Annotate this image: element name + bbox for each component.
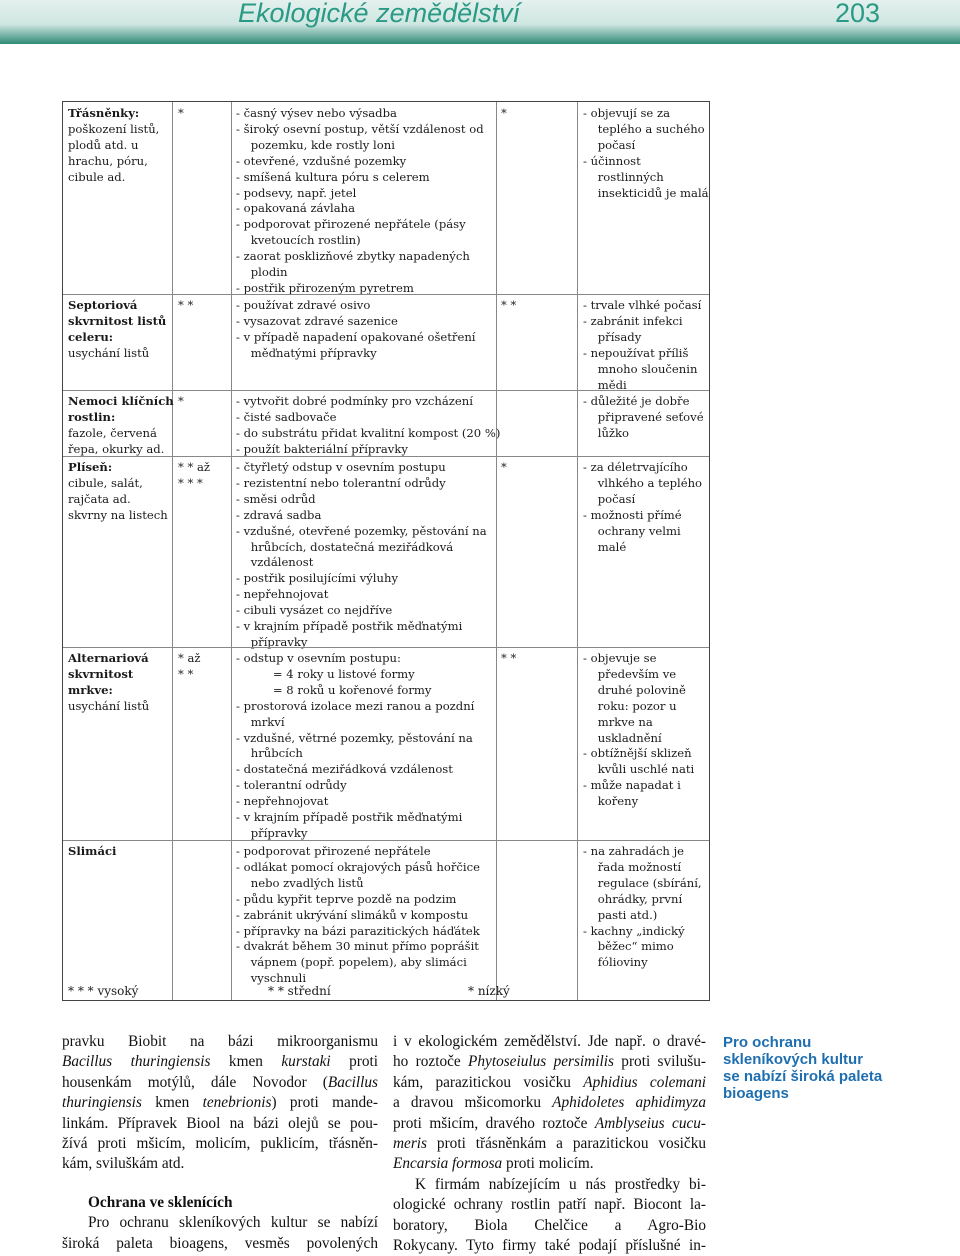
cell-line: * [178, 394, 184, 408]
cell-line: roku: pozor u [583, 698, 677, 713]
cell-line: - zabránit infekci [583, 313, 683, 328]
text-line: K firmám nabízejícím u nás prostředky bi- [415, 1175, 706, 1193]
cell-line: mrkve na [583, 714, 653, 729]
cell-line: * * [501, 298, 517, 312]
cell-line: lůžko [583, 425, 630, 440]
risk-cell [178, 298, 234, 314]
table-row [63, 294, 709, 390]
risk2-cell [501, 651, 579, 667]
cell-line: připravené seťové [583, 409, 704, 424]
risk2-cell [501, 460, 579, 476]
cell-line: - tolerantní odrůdy [236, 778, 347, 793]
cell-line: - na zahradách je [583, 844, 685, 858]
cell-line: uskladnění [583, 730, 662, 745]
cell-line: usychání listů [68, 345, 150, 360]
cell-line: počasí [583, 491, 636, 506]
cell-line: - přípravky na bázi parazitických háďátek [236, 923, 480, 938]
risk2-cell [501, 106, 579, 122]
risk-cell [178, 460, 234, 492]
legend-high: * * * vysoký [68, 984, 139, 998]
running-title: Ekologické zemědělství [238, 0, 521, 28]
cell-line: * * [178, 666, 194, 681]
cell-line: - do substrátu přidat kvalitní kompost (20 %) [236, 425, 501, 440]
cell-line: plodin [236, 265, 288, 280]
cell-line: * * * [178, 475, 203, 490]
cell-line: * * až [178, 460, 210, 474]
cell-line: - trvale vlhké počasí [583, 298, 702, 312]
pest-cell [68, 106, 172, 186]
cell-line: pozemku, kde rostly loni [236, 137, 395, 152]
cell-line: kvůli uschlé nati [583, 762, 695, 777]
cell-line: - čisté sadbovače [236, 409, 337, 424]
notes-cell [583, 844, 707, 971]
cell-line: - podporovat přirozené nepřátele [236, 844, 431, 858]
cell-line: * [501, 460, 507, 474]
cell-line: * až [178, 651, 201, 665]
cell-line: řepa, okurky ad. [68, 441, 165, 456]
text-line: linkám. Přípravek Biool na bázi olejů se pou- [62, 1114, 378, 1132]
cell-line: - nepřehnojovat [236, 794, 329, 809]
measures-cell [236, 844, 496, 987]
cell-line: - důležité je dobře [583, 394, 690, 408]
cell-line: - možnosti přímé [583, 507, 682, 522]
cell-line: pasti atd.) [583, 907, 658, 922]
text-line: i v ekologickém zemědělství. Jde např. o dravé- [393, 1033, 706, 1050]
body-column-2 [393, 1032, 706, 1256]
text-line: boratory, Biola Chelčice a Agro-Bio [393, 1216, 706, 1234]
legend-low: * nízký [468, 984, 510, 998]
cell-line: fazole, červená [68, 425, 157, 440]
side-note-line: se nabízí široká paleta [723, 1068, 883, 1085]
cell-line: běžec“ mimo [583, 939, 674, 954]
cell-line: druhé polovině [583, 682, 686, 697]
cell-line: - opakovaná závlaha [236, 201, 356, 216]
text-line: široká paleta bioagens, vesměs povolených [62, 1234, 378, 1252]
cell-line: rajčata ad. [68, 491, 131, 506]
cell-line: vlhkého a teplého [583, 475, 703, 490]
body-column-1 [62, 1032, 378, 1254]
cell-line: mnoho sloučenin [583, 361, 698, 376]
measures-cell [236, 298, 496, 362]
risk-cell [178, 106, 234, 122]
text-line: Bacillus thuringiensis kmen kurstaki proti [62, 1053, 379, 1071]
cell-line: počasí [583, 137, 636, 152]
cell-line: především ve [583, 666, 677, 681]
cell-line: řada možností [583, 859, 682, 874]
cell-line: celeru: [68, 329, 114, 344]
cell-line: - podsevy, např. jetel [236, 185, 357, 200]
cell-line: poškození listů, [68, 121, 160, 136]
text-line: pravku Biobit na bázi mikroorganismu [62, 1033, 378, 1050]
cell-line: - nepřehnojovat [236, 587, 329, 602]
side-note [723, 1034, 923, 1102]
cell-line: mrkve: [68, 682, 113, 697]
measures-cell [236, 394, 501, 458]
pest-cell [68, 651, 172, 715]
text-line: housenkám motýlů, dále Novodor (Bacillus [62, 1073, 378, 1091]
text-line: kám, parazitickou vosičku Aphidius colemani [393, 1073, 706, 1091]
pest-cell [68, 394, 172, 458]
risk2-cell [501, 298, 579, 314]
cell-line: - podporovat přirozené nepřátele (pásy [236, 217, 466, 232]
cell-line: insekticidů je malá [583, 185, 709, 200]
cell-line: - účinnost [583, 153, 641, 168]
cell-line: - postřik posilujícími výluhy [236, 571, 398, 586]
cell-line: - vytvořit dobré podmínky pro vzcházení [236, 394, 473, 408]
cell-line: Alternariová [68, 651, 149, 665]
cell-line: - dostatečná meziřádková vzdálenost [236, 762, 453, 777]
cell-line: měďnatými přípravky [236, 345, 377, 360]
table-row [63, 647, 709, 840]
cell-line: - v krajním případě postřik měďnatými [236, 810, 463, 825]
cell-line: hrůbcích [236, 746, 303, 761]
text-line: thuringiensis kmen tenebrionis) proti mande- [62, 1094, 378, 1112]
cell-line: - použít bakteriální přípravky [236, 441, 408, 456]
cell-line: - objevují se za [583, 106, 670, 120]
table-row [63, 840, 709, 1000]
cell-line: - dvakrát během 30 minut přímo poprášit [236, 939, 479, 954]
cell-line: kvetoucích rostlin) [236, 233, 361, 248]
notes-cell [583, 298, 707, 393]
text-line: Pro ochranu skleníkových kultur se nabízí [88, 1214, 378, 1232]
cell-line: - objevuje se [583, 651, 657, 665]
table-row [63, 390, 709, 456]
cell-line: - nepoužívat příliš [583, 345, 689, 360]
cell-line: hrachu, póru, [68, 153, 148, 168]
page-header [0, 0, 960, 44]
cell-line: - široký osevní postup, větší vzdálenost od [236, 121, 484, 136]
cell-line: - používat zdravé osivo [236, 298, 371, 312]
cell-line: - v krajním případě postřik měďnatými [236, 619, 463, 634]
cell-line: vyschnuli [236, 971, 307, 986]
table-row [63, 102, 709, 294]
side-note-line: Pro ochranu [723, 1034, 812, 1051]
cell-line: kořeny [583, 794, 639, 809]
pest-cell [68, 844, 172, 860]
text-line: ho roztoče Phytoseiulus persimilis proti svilušu- [393, 1053, 707, 1071]
cell-line: * * [501, 651, 517, 665]
text-line: meris proti třásněnkám a parazitickou vosičku [393, 1134, 706, 1152]
cell-line: Slimáci [68, 844, 117, 858]
pest-cell [68, 298, 172, 362]
cell-line: - může napadat i [583, 778, 681, 793]
cell-line: rostlinných [583, 169, 664, 184]
pest-cell [68, 460, 172, 524]
notes-cell [583, 106, 707, 201]
cell-line: - postřik přirozeným pyretrem [236, 280, 414, 295]
text-line: Encarsia formosa proti molicím. [393, 1155, 594, 1173]
side-note-line: skleníkových kultur [723, 1051, 864, 1068]
cell-line: - odstup v osevním postupu: [236, 651, 401, 665]
cell-line: * * [178, 298, 194, 312]
cell-line: mědi [583, 377, 627, 392]
cell-line: malé [583, 539, 627, 554]
cell-line: - vzdušné, větrné pozemky, pěstování na [236, 730, 473, 745]
cell-line: ochrany velmi [583, 523, 681, 538]
cell-line: - zaorat posklizňové zbytky napadených [236, 249, 470, 264]
measures-cell [236, 106, 496, 297]
cell-line: - časný výsev nebo výsadba [236, 106, 397, 120]
cell-line: skvrnitost listů [68, 313, 167, 328]
cell-line: - obtížnější sklizeň [583, 746, 692, 761]
cell-line: - směsi odrůd [236, 491, 316, 506]
risk-cell [178, 651, 234, 683]
measures-cell [236, 460, 496, 651]
cell-line: - vysazovat zdravé sazenice [236, 313, 398, 328]
cell-line: - v případě napadení opakované ošetření [236, 329, 476, 344]
text-line: kám, sviluškám atd. [62, 1155, 185, 1173]
cell-line: skvrny na listech [68, 507, 168, 522]
cell-line: - odlákat pomocí okrajových pásů hořčice [236, 859, 480, 874]
cell-line: vzdálenost [236, 555, 314, 570]
text-line: žívá proti mšicím, molicím, puklicím, třásněn- [62, 1134, 378, 1152]
cell-line: - rezistentní nebo tolerantní odrůdy [236, 475, 446, 490]
cell-line: regulace (sbírání, [583, 875, 702, 890]
risk-cell [178, 394, 234, 410]
legend-mid: * * střední [268, 984, 331, 998]
cell-line: nebo zvadlých listů [236, 875, 364, 890]
cell-line: přípravky [236, 634, 308, 649]
cell-line: - kachny „indický [583, 923, 685, 938]
cell-line: přípravky [236, 825, 308, 840]
cell-line: Třásněnky: [68, 106, 140, 120]
cell-line: teplého a suchého [583, 121, 705, 136]
cell-line: přísady [583, 329, 642, 344]
notes-cell [583, 394, 707, 442]
cell-line: Plíseň: [68, 460, 113, 474]
cell-line: * [501, 106, 507, 120]
table-row [63, 456, 709, 647]
cell-line: - vzdušné, otevřené pozemky, pěstování na [236, 523, 487, 538]
cell-line: - smíšená kultura póru s celerem [236, 169, 430, 184]
measures-cell [236, 651, 496, 842]
cell-line: plodů atd. u [68, 137, 139, 152]
cell-line: - cibuli vysázet co nejdříve [236, 603, 393, 618]
notes-cell [583, 651, 707, 810]
cell-line: - prostorová izolace mezi ranou a pozdní [236, 698, 475, 713]
cell-line: vápnem (popř. popelem), aby slimáci [236, 955, 467, 970]
side-note-line: bioagens [723, 1085, 789, 1102]
cell-line: - zdravá sadba [236, 507, 322, 522]
page-number: 203 [834, 0, 880, 28]
cell-line: * [178, 106, 184, 120]
cell-line: - půdu kypřit teprve pozdě na podzim [236, 891, 457, 906]
text-line: a dravou mšicomorku Aphidoletes aphidimyza [393, 1094, 707, 1112]
cell-line: - otevřené, vzdušné pozemky [236, 153, 407, 168]
cell-line: - čtyřletý odstup v osevním postupu [236, 460, 446, 474]
cell-line: mrkví [236, 714, 285, 729]
text-line: Rokycany. Tyto firmy také podají příslušné in- [393, 1236, 706, 1254]
text-line: proti mšicím, dravého roztoče Amblyseius cucu- [393, 1114, 706, 1132]
cell-line: - zabránit ukrývání slimáků v kompostu [236, 907, 469, 922]
cell-line: ohrádky, první [583, 891, 683, 906]
cell-line: rostlin: [68, 409, 116, 424]
cell-line: = 8 roků u kořenové formy [236, 682, 432, 697]
text-line: ologické ochrany rostlin patří např. Biocont la- [393, 1196, 706, 1214]
cell-line: = 4 roky u listové formy [236, 666, 415, 681]
cell-line: skvrnitost [68, 666, 134, 681]
cell-line: cibule, salát, [68, 475, 143, 490]
subheading: Ochrana ve sklenících [88, 1193, 233, 1211]
notes-cell [583, 460, 707, 555]
cell-line: Nemoci klíčních [68, 394, 174, 408]
cell-line: hrůbcích, dostatečná meziřádková [236, 539, 454, 554]
cell-line: usychání listů [68, 698, 150, 713]
pest-table [62, 101, 710, 1001]
cell-line: - za déletrvajícího [583, 460, 688, 474]
cell-line: fólioviny [583, 955, 648, 970]
cell-line: cibule ad. [68, 169, 126, 184]
cell-line: Septoriová [68, 298, 138, 312]
